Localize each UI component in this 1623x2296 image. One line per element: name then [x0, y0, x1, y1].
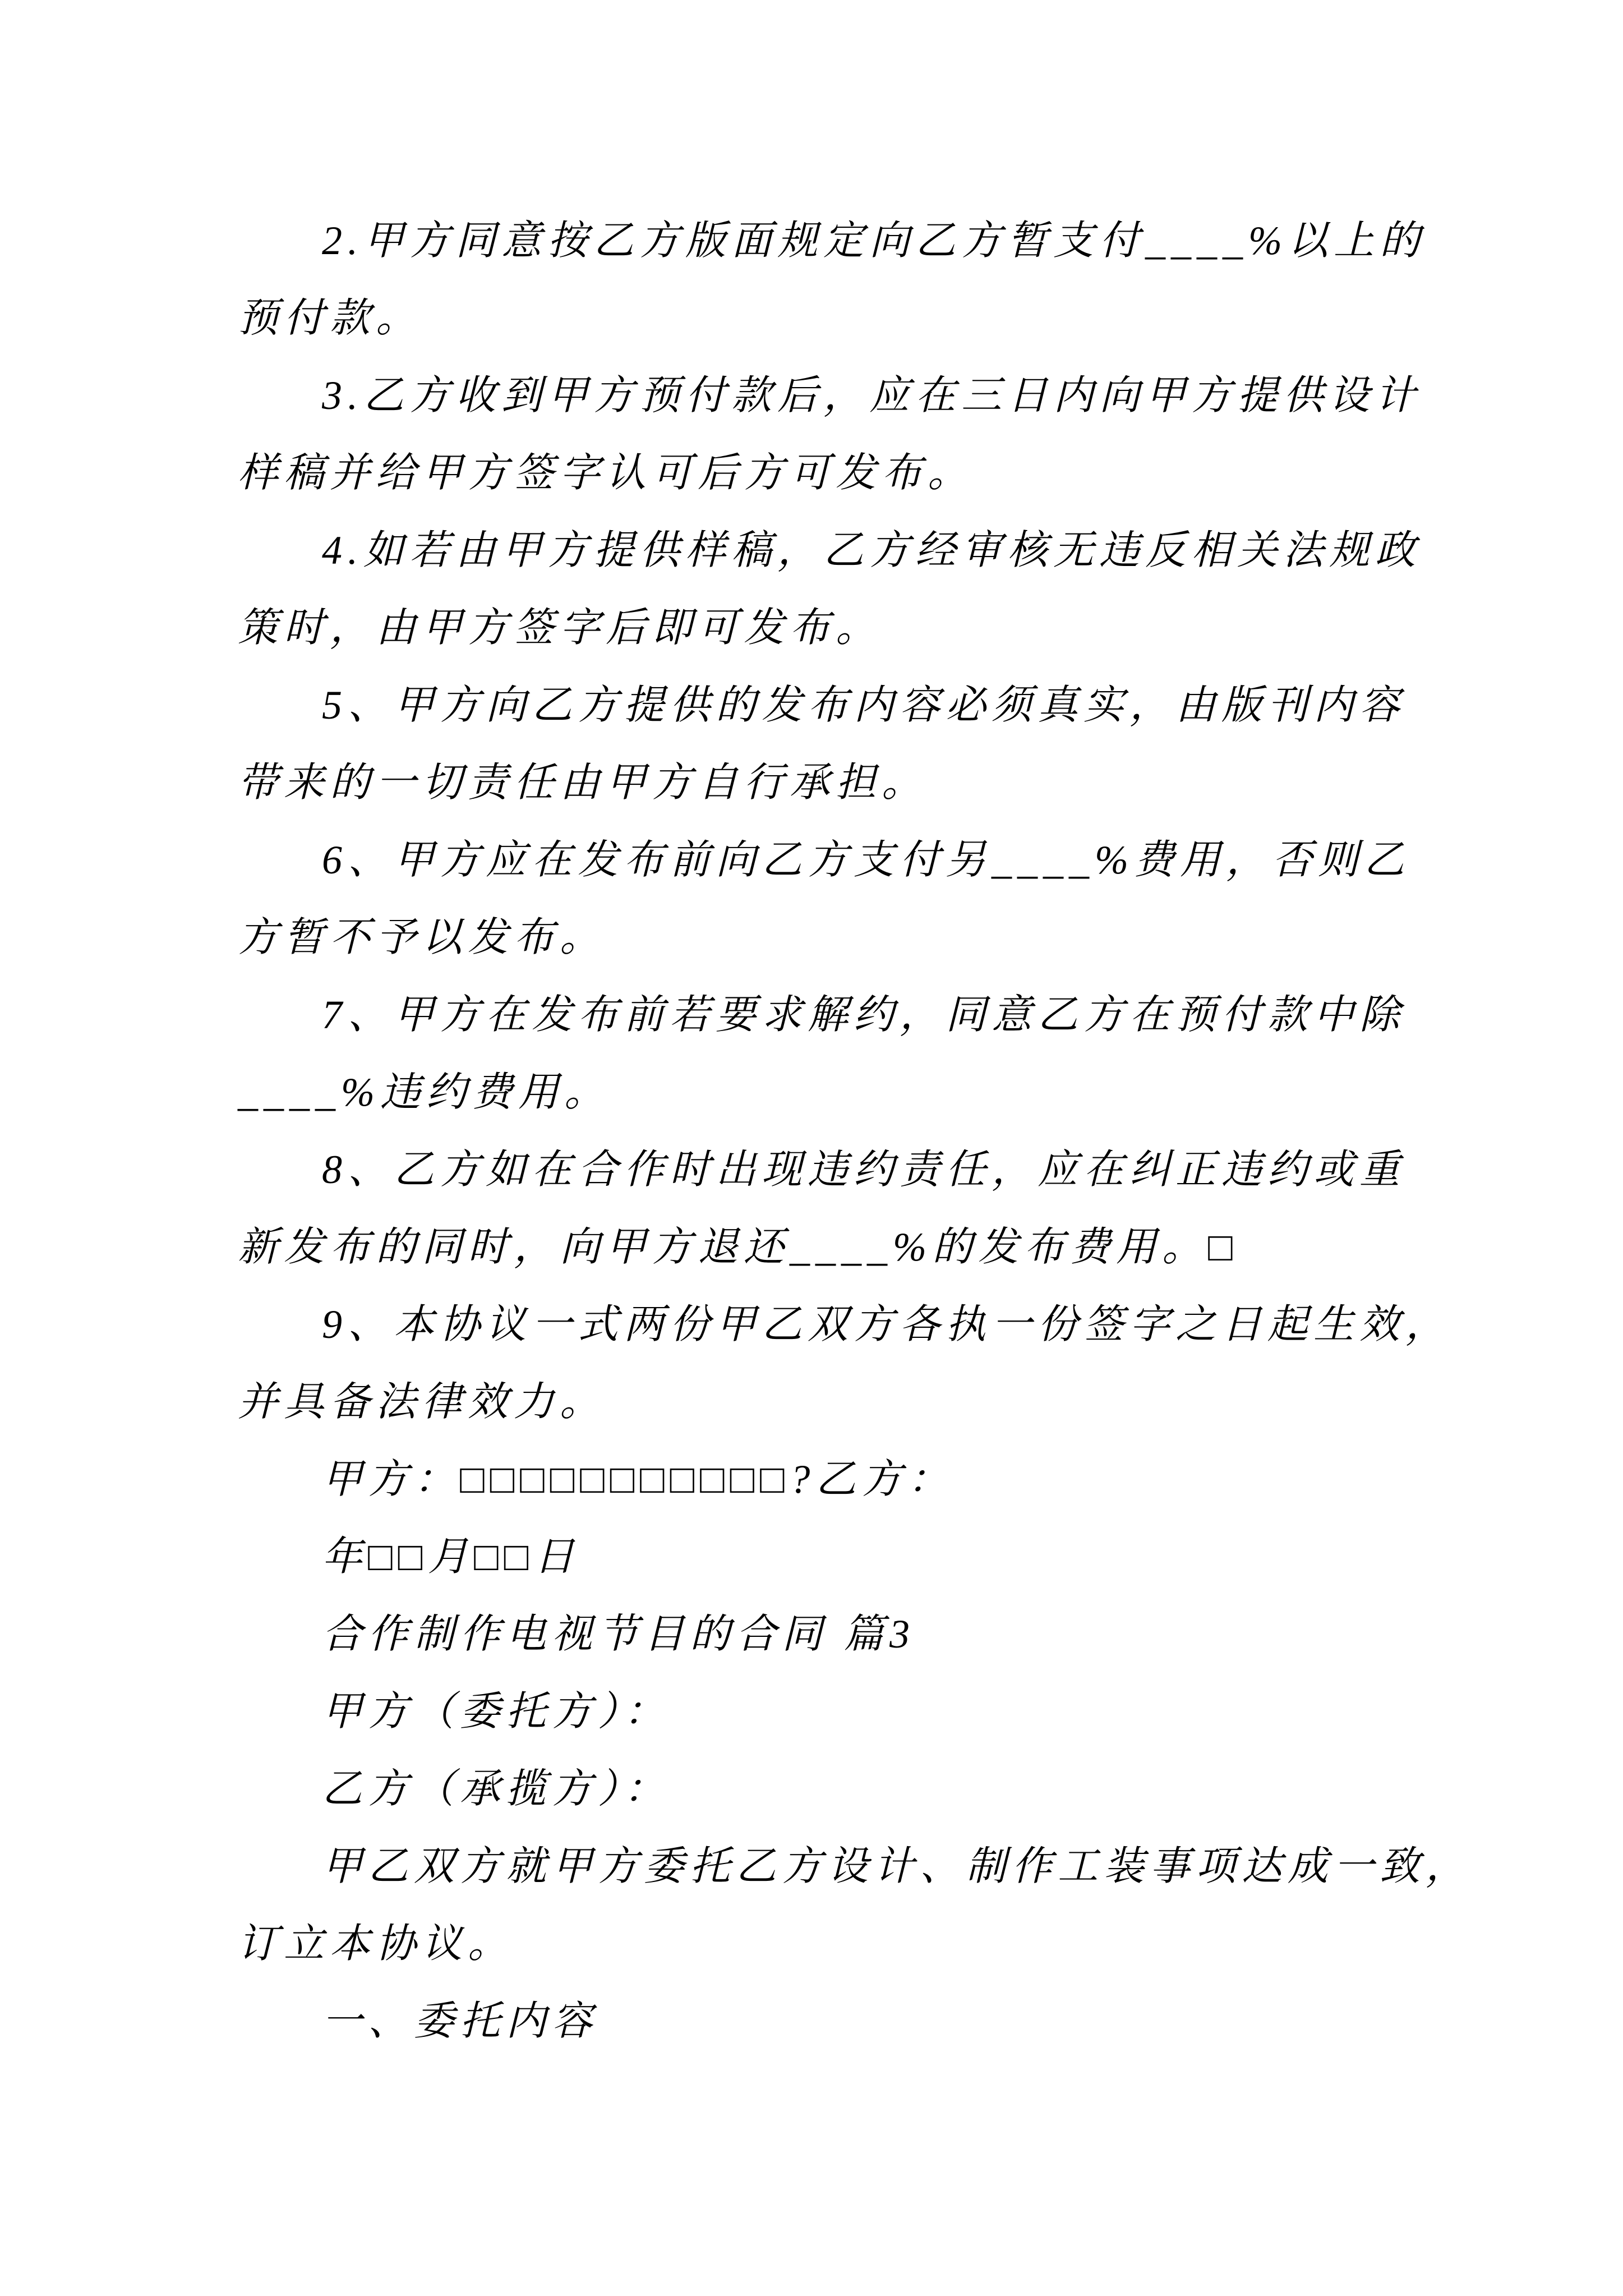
text-line: ____%违约费用。 [238, 1070, 610, 1115]
text-line-party-b: 乙方（承揽方）： [322, 1766, 670, 1811]
text-line: 新发布的同时，向甲方退还____%的发布费用。□ [238, 1225, 1238, 1269]
text-line: 7、甲方在发布前若要求解约，同意乙方在预付款中除 [322, 992, 1406, 1037]
text-line-date: 年□□月□□日 [322, 1534, 580, 1579]
text-line: 2.甲方同意按乙方版面规定向乙方暂支付____%以上的 [322, 218, 1426, 263]
text-line-party-a-signature: 甲方：□□□□□□□□□□□?乙方： [322, 1457, 954, 1502]
text-line: 8、乙方如在合作时出现违约责任，应在纠正违约或重 [322, 1147, 1406, 1192]
text-line: 4.如若由甲方提供样稿，乙方经审核无违反相关法规政 [322, 528, 1422, 573]
text-line: 方暂不予以发布。 [238, 915, 606, 960]
text-line: 6、甲方应在发布前向乙方支付另____%费用，否则乙 [322, 838, 1410, 882]
text-line-party-a: 甲方（委托方）： [322, 1689, 670, 1734]
text-line: 3.乙方收到甲方预付款后，应在三日内向甲方提供设计 [322, 373, 1422, 418]
section-heading: 合作制作电视节目的合同 篇3 [322, 1612, 916, 1657]
text-line: 样稿并给甲方签字认可后方可发布。 [238, 450, 974, 495]
text-line: 策时，由甲方签字后即可发布。 [238, 605, 882, 650]
text-line: 9、本协议一式两份甲乙双方各执一份签字之日起生效， [322, 1302, 1452, 1347]
text-line: 5、甲方向乙方提供的发布内容必须真实，由版刊内容 [322, 683, 1406, 728]
text-line: 并具备法律效力。 [238, 1379, 606, 1424]
text-line: 订立本协议。 [238, 1921, 514, 1966]
text-line: 一、委托内容 [322, 1999, 598, 2044]
text-line: 预付款。 [238, 296, 422, 341]
text-line: 甲乙双方就甲方委托乙方设计、制作工装事项达成一致， [322, 1844, 1472, 1889]
text-line: 带来的一切责任由甲方自行承担。 [238, 760, 928, 805]
